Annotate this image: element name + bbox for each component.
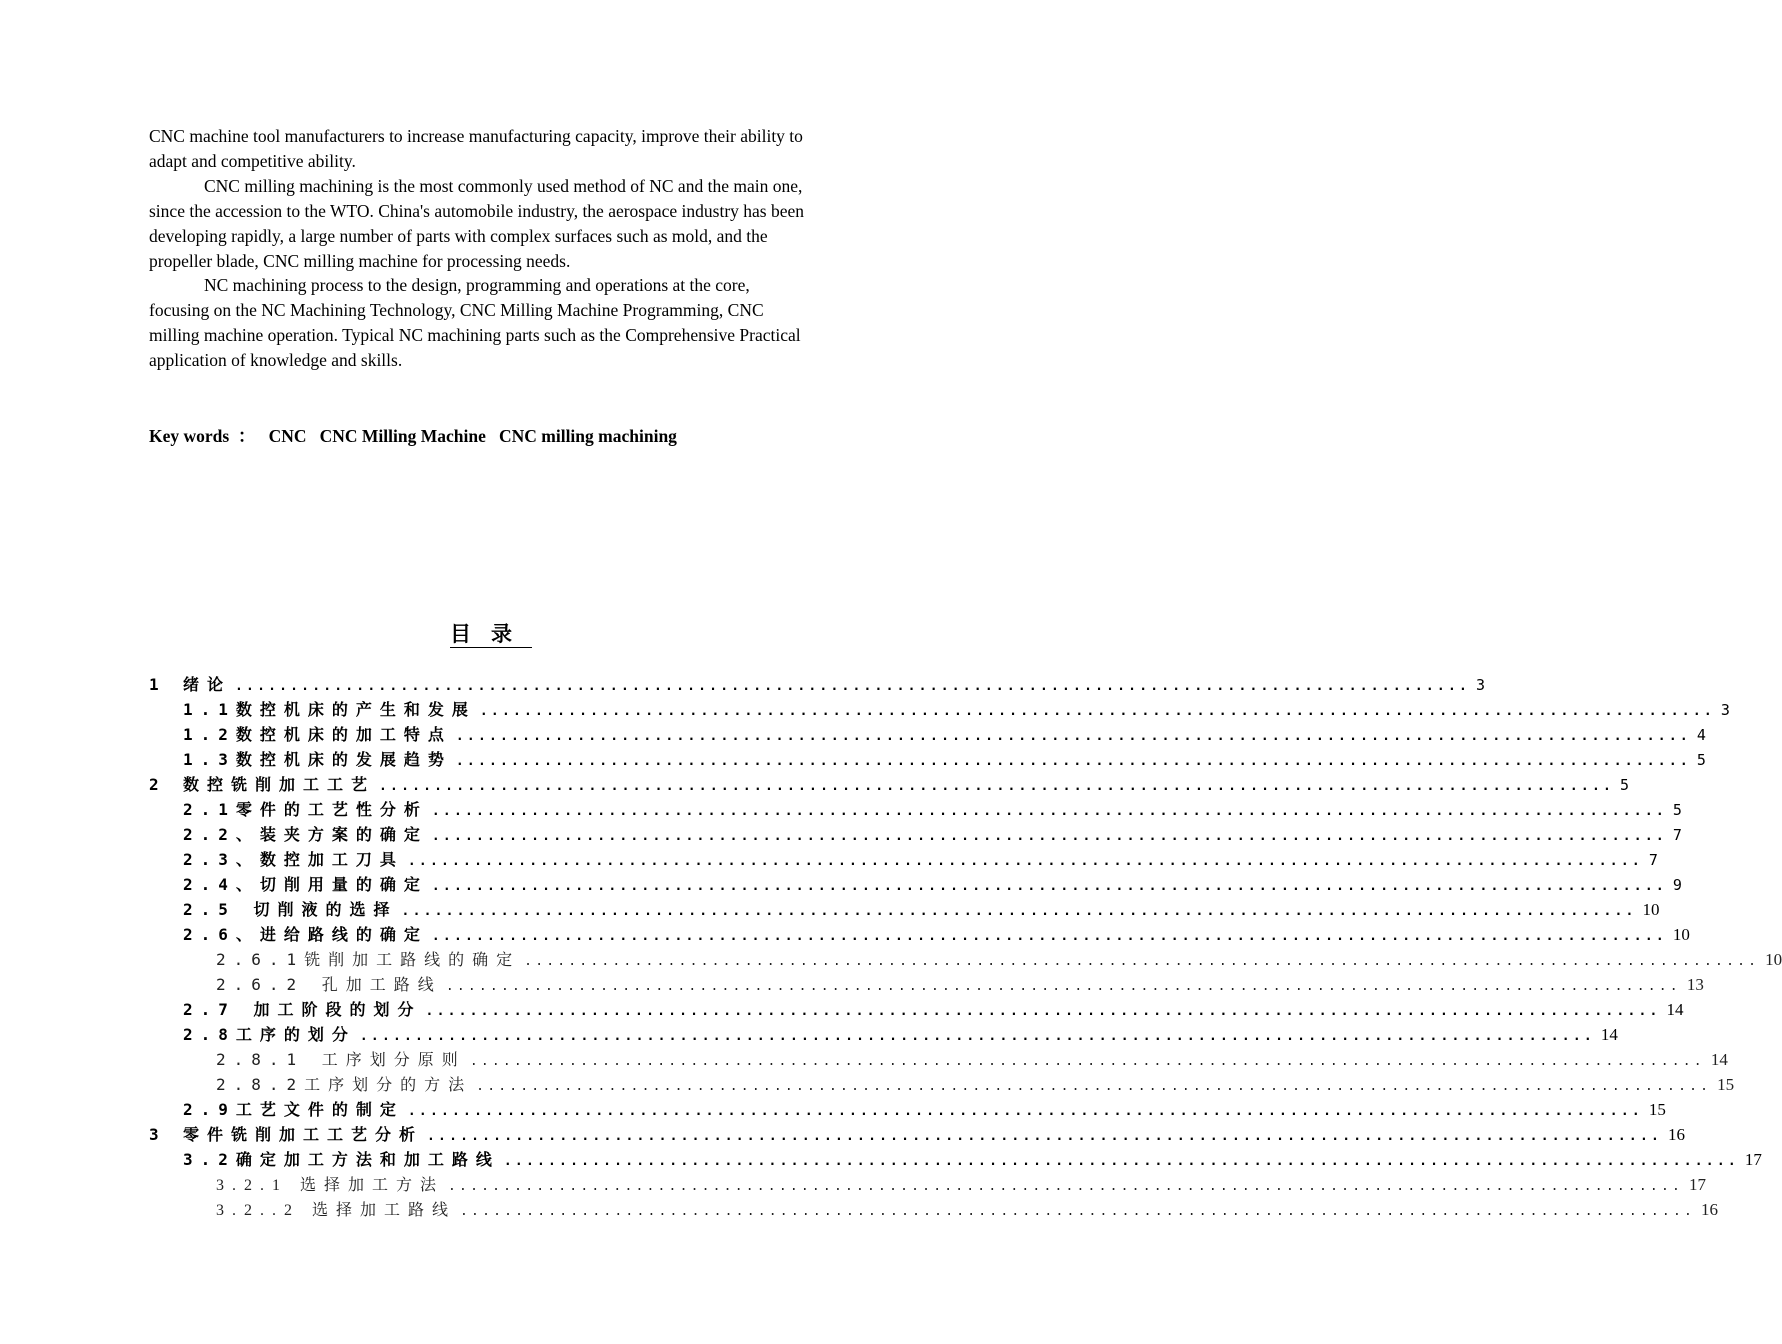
toc-page-number: 5: [1620, 776, 1630, 794]
toc-dot-leader: ................................................................................................................: [431, 804, 1667, 819]
abstract-paragraph-2: CNC milling machining is the most commonly used method of NC and the main one, since the accession to the WTO. China's automobile industry, the aerospace industry has been developing rapidly, a large number of parts with complex surfaces such as mold, and the propeller blade, CNC milling machine for processing needs.: [149, 175, 805, 271]
toc-entry[interactable]: [183, 872, 1682, 896]
toc-entry[interactable]: [183, 672, 1486, 696]
toc-entry-label: 3.2..2 选择加工路线: [216, 1202, 457, 1219]
toc-entry-label: 2.4、切削用量的确定: [183, 875, 428, 894]
toc-entry[interactable]: [183, 897, 1660, 921]
toc-entry-label: 1.2数控机床的加工特点: [183, 725, 452, 744]
toc-entry-label: 3.2确定加工方法和加工路线: [183, 1150, 500, 1169]
toc-entry-label: 2.5 切削液的选择: [183, 900, 398, 919]
toc-entry[interactable]: [183, 997, 1684, 1021]
toc-dot-leader: ................................................................................................................: [460, 1204, 1696, 1219]
toc-entry[interactable]: [183, 1147, 1762, 1171]
toc-dot-leader: ................................................................................................................: [401, 904, 1637, 919]
toc-entry[interactable]: [183, 1022, 1618, 1046]
toc-chapter-number: 3: [149, 1125, 159, 1144]
toc-dot-leader: ................................................................................................................: [445, 979, 1681, 994]
toc-dot-leader: ................................................................................................................: [407, 854, 1643, 869]
toc-entry[interactable]: [216, 1047, 1728, 1071]
toc-entry[interactable]: [183, 697, 1730, 721]
toc-page-number: 7: [1672, 826, 1682, 844]
toc-dot-leader: ................................................................................................................: [235, 679, 1471, 694]
toc-entry[interactable]: [183, 922, 1690, 946]
toc-entry-label: 绪论: [183, 675, 232, 694]
toc-dot-leader: ................................................................................................................: [479, 704, 1715, 719]
toc-entry[interactable]: [183, 1122, 1686, 1146]
toc-dot-leader: ................................................................................................................: [407, 1104, 1643, 1119]
toc-page-number: 10: [1672, 925, 1690, 944]
toc-dot-leader: ................................................................................................................: [431, 929, 1667, 944]
toc-page-number: 10: [1642, 900, 1660, 919]
toc-entry-label: 2.3、数控加工刀具: [183, 850, 404, 869]
toc-page-number: 4: [1696, 726, 1706, 744]
toc-chapter-number: 1: [149, 675, 159, 694]
toc-page-number: 17: [1689, 1175, 1707, 1194]
keywords-line: Key words ： CNC CNC Milling Machine CNC milling machining: [149, 426, 677, 446]
toc-entry[interactable]: [216, 1172, 1707, 1196]
toc-dot-leader: ................................................................................................................: [503, 1154, 1739, 1169]
toc-page-number: 9: [1672, 876, 1682, 894]
toc-entry[interactable]: [216, 972, 1704, 996]
toc-entry-label: 2.8工序的划分: [183, 1025, 356, 1044]
toc-entry-label: 2.6、进给路线的确定: [183, 925, 428, 944]
toc-page-number: 5: [1696, 751, 1706, 769]
toc-dot-leader: ................................................................................................................: [431, 879, 1667, 894]
toc-dot-leader: ................................................................................................................: [448, 1179, 1684, 1194]
toc-page-number: 16: [1668, 1125, 1686, 1144]
toc-page-number: 7: [1648, 851, 1658, 869]
toc-dot-leader: ................................................................................................................: [455, 729, 1691, 744]
abstract-paragraph-1: CNC machine tool manufacturers to increase manufacturing capacity, improve their ability to adapt and competitive ability.: [149, 126, 803, 171]
toc-entry-label: 2.2、装夹方案的确定: [183, 825, 428, 844]
toc-entry[interactable]: [183, 822, 1682, 846]
toc-dot-leader: ................................................................................................................: [359, 1029, 1595, 1044]
toc-entry[interactable]: [183, 722, 1706, 746]
toc-entry-label: 2.6.1铣削加工路线的确定: [216, 950, 521, 969]
toc-dot-leader: ................................................................................................................: [425, 1004, 1661, 1019]
toc-entry-label: 1.1数控机床的产生和发展: [183, 700, 476, 719]
toc-page-number: 5: [1672, 801, 1682, 819]
toc-dot-leader: ................................................................................................................: [379, 779, 1615, 794]
toc-entry-label: 2.8.1 工序划分原则: [216, 1050, 466, 1069]
toc-entry-label: 1.3数控机床的发展趋势: [183, 750, 452, 769]
toc-entry-label: 2.6.2 孔加工路线: [216, 975, 442, 994]
toc-entry[interactable]: [183, 1097, 1666, 1121]
toc-page-number: 3: [1720, 701, 1730, 719]
toc-page-number: 16: [1701, 1200, 1719, 1219]
toc-chapter-number: 2: [149, 775, 159, 794]
toc-entry-label: 2.1零件的工艺性分析: [183, 800, 428, 819]
toc-page-number: 3: [1476, 676, 1486, 694]
toc-entry[interactable]: [183, 747, 1706, 771]
toc-dot-leader: ................................................................................................................: [455, 754, 1691, 769]
abstract-paragraph-3: NC machining process to the design, programming and operations at the core, focusing on the NC Machining Technology, CNC Milling Machine Programming, CNC milling machine operation. Typical NC machining parts such as the Comprehensive Practical application of knowledge and skills.: [149, 275, 801, 371]
toc-entry-label: 数控铣削加工工艺: [183, 775, 376, 794]
toc-entry[interactable]: [183, 847, 1658, 871]
toc-page-number: 15: [1717, 1075, 1735, 1094]
toc-page-number: 14: [1600, 1025, 1618, 1044]
toc-entry[interactable]: [183, 772, 1630, 796]
toc-page-number: 14: [1666, 1000, 1684, 1019]
toc-dot-leader: ................................................................................................................: [524, 954, 1760, 969]
toc-entry[interactable]: [216, 1197, 1719, 1221]
toc-entry-label: 3.2.1 选择加工方法: [216, 1177, 445, 1194]
toc-dot-leader: ................................................................................................................: [469, 1054, 1705, 1069]
toc-page-number: 10: [1765, 950, 1782, 969]
toc-page-number: 15: [1648, 1100, 1666, 1119]
toc-entry[interactable]: [183, 797, 1682, 821]
toc-entry-label: 2.7 加工阶段的划分: [183, 1000, 422, 1019]
toc-dot-leader: ................................................................................................................: [476, 1079, 1712, 1094]
toc-entry-label: 2.8.2工序划分的方法: [216, 1075, 473, 1094]
toc-title: 目录: [450, 622, 532, 646]
toc-page-number: 17: [1744, 1150, 1762, 1169]
toc-entry[interactable]: [216, 947, 1782, 971]
toc-page-number: 14: [1710, 1050, 1728, 1069]
toc-entry-label: 零件铣削加工工艺分析: [183, 1125, 424, 1144]
toc-page-number: 13: [1686, 975, 1704, 994]
toc-entry[interactable]: [216, 1072, 1735, 1096]
toc-dot-leader: ................................................................................................................: [427, 1129, 1663, 1144]
toc-entry-label: 2.9工艺文件的制定: [183, 1100, 404, 1119]
toc-dot-leader: ................................................................................................................: [431, 829, 1667, 844]
